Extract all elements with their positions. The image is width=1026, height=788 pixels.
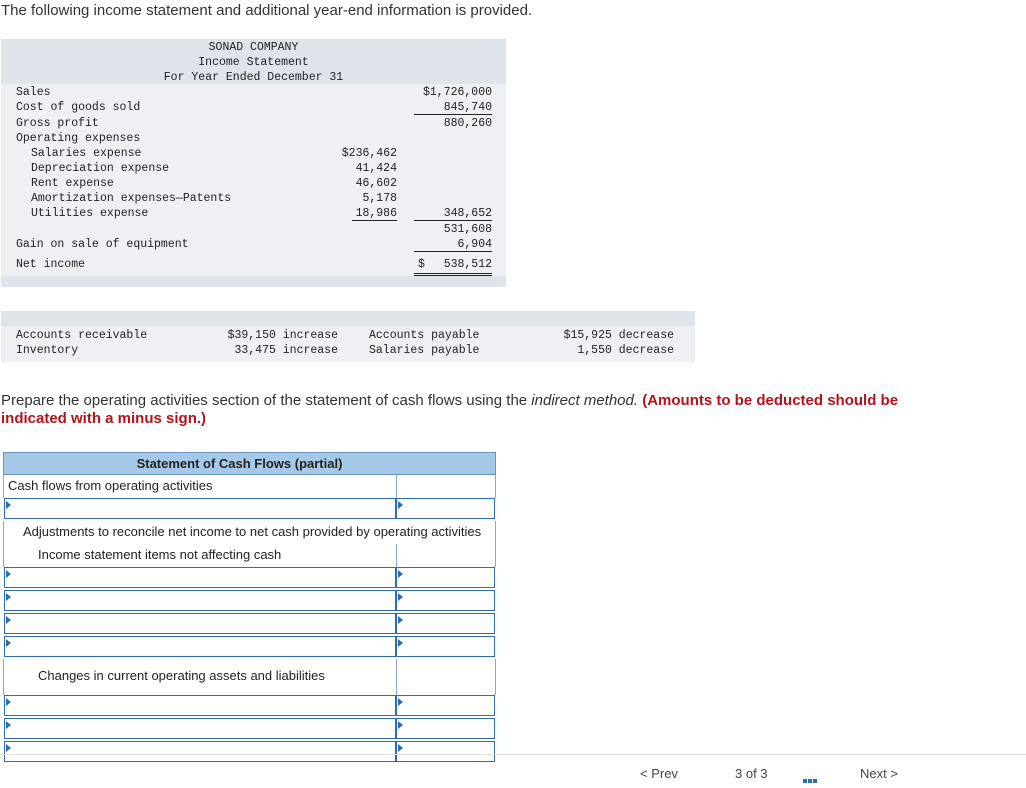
section-row bbox=[3, 475, 496, 498]
column-divider bbox=[396, 659, 397, 695]
dropdown-caret-icon bbox=[6, 698, 11, 706]
ap-label: Accounts payable bbox=[369, 329, 480, 342]
dropdown-caret-icon bbox=[398, 616, 403, 624]
sales-amount: $1,726,000 bbox=[422, 86, 492, 99]
expense-label: Amortization expenses—Patents bbox=[31, 192, 232, 205]
expense-label: Depreciation expense bbox=[31, 162, 170, 175]
dropdown-caret-icon bbox=[398, 744, 403, 752]
column-divider bbox=[396, 544, 397, 567]
description-input[interactable] bbox=[4, 636, 396, 657]
amount-input[interactable] bbox=[396, 613, 495, 634]
expense-amount: 46,602 bbox=[355, 177, 397, 190]
salaries-payable-value: 1,550 decrease bbox=[577, 344, 674, 357]
cogs-amount: 845,740 bbox=[414, 101, 492, 115]
description-input[interactable] bbox=[4, 613, 396, 634]
next-button[interactable]: Next > bbox=[860, 766, 898, 781]
description-input[interactable] bbox=[4, 590, 396, 611]
amount-input[interactable] bbox=[396, 741, 495, 762]
dropdown-caret-icon bbox=[398, 639, 403, 647]
footer-divider bbox=[0, 754, 1026, 755]
instructions-note: (Amounts to be deducted should be indicated with a minus sign.) bbox=[1, 392, 899, 427]
section-label: Cash flows from operating activities bbox=[8, 478, 213, 493]
cash-flow-table bbox=[3, 452, 496, 764]
net-income-amount: 538,512 bbox=[443, 258, 492, 271]
opex-label: Operating expenses bbox=[16, 132, 141, 145]
prev-button[interactable]: < Prev bbox=[640, 766, 678, 781]
input-row bbox=[3, 741, 496, 764]
description-input[interactable] bbox=[4, 695, 396, 716]
amount-input[interactable] bbox=[396, 718, 495, 739]
non-cash-row bbox=[3, 544, 496, 567]
input-row bbox=[3, 498, 496, 521]
changes-row bbox=[3, 659, 496, 695]
dropdown-caret-icon bbox=[6, 639, 11, 647]
expense-label: Utilities expense bbox=[31, 207, 149, 220]
instructions-text: Prepare the operating activities section of the statement of cash flows using the bbox=[1, 392, 532, 409]
input-row bbox=[3, 636, 496, 659]
gross-profit-amount: 880,260 bbox=[443, 117, 492, 130]
sales-label: Sales bbox=[16, 86, 51, 99]
inventory-label: Inventory bbox=[16, 344, 79, 357]
instructions bbox=[1, 392, 961, 428]
input-row bbox=[3, 590, 496, 613]
gain-label: Gain on sale of equipment bbox=[16, 238, 189, 251]
description-input[interactable] bbox=[4, 718, 396, 739]
net-income-label: Net income bbox=[16, 258, 86, 271]
changes-label: Changes in current operating assets and liabilities bbox=[38, 668, 325, 683]
expense-label: Rent expense bbox=[31, 177, 114, 190]
dropdown-caret-icon bbox=[6, 501, 11, 509]
amount-input[interactable] bbox=[396, 567, 495, 588]
dropdown-caret-icon bbox=[398, 698, 403, 706]
grid-icon[interactable] bbox=[803, 770, 819, 780]
amount-input[interactable] bbox=[396, 695, 495, 716]
non-cash-label: Income statement items not affecting cash bbox=[38, 547, 282, 562]
description-input[interactable] bbox=[4, 567, 396, 588]
adjustments-row bbox=[3, 521, 496, 544]
expense-amount: $236,462 bbox=[341, 147, 397, 160]
dropdown-caret-icon bbox=[398, 593, 403, 601]
dropdown-caret-icon bbox=[398, 501, 403, 509]
column-divider bbox=[396, 475, 397, 498]
inventory-value: 33,475 increase bbox=[234, 344, 338, 357]
dropdown-caret-icon bbox=[6, 721, 11, 729]
salaries-payable-label: Salaries payable bbox=[369, 344, 480, 357]
description-input[interactable] bbox=[4, 498, 396, 519]
intro-text: The following income statement and additional year-end information is provided. bbox=[1, 2, 533, 19]
input-row bbox=[3, 613, 496, 636]
additional-info-header bbox=[1, 311, 695, 326]
cogs-label: Cost of goods sold bbox=[16, 101, 141, 114]
company-name: SONAD COMPANY bbox=[208, 41, 299, 54]
description-input[interactable] bbox=[4, 741, 396, 762]
statement-title: Income Statement bbox=[198, 56, 309, 69]
dropdown-caret-icon bbox=[398, 570, 403, 578]
total-opex-amount: 348,652 bbox=[414, 207, 492, 221]
ar-value: $39,150 increase bbox=[227, 329, 338, 342]
dropdown-caret-icon bbox=[6, 616, 11, 624]
dropdown-caret-icon bbox=[398, 721, 403, 729]
page-indicator: 3 of 3 bbox=[735, 766, 768, 781]
amount-input[interactable] bbox=[396, 498, 495, 519]
dropdown-caret-icon bbox=[6, 593, 11, 601]
dropdown-caret-icon bbox=[6, 570, 11, 578]
expense-amount: 5,178 bbox=[362, 192, 397, 205]
income-statement-footer bbox=[1, 276, 506, 287]
cash-flow-title: Statement of Cash Flows (partial) bbox=[3, 452, 496, 475]
adjustments-label: Adjustments to reconcile net income to net cash provided by operating activities bbox=[23, 524, 482, 539]
expense-amount: 41,424 bbox=[355, 162, 397, 175]
subtotal-amount: 531,608 bbox=[443, 223, 492, 236]
input-row bbox=[3, 695, 496, 718]
amount-input[interactable] bbox=[396, 636, 495, 657]
expense-label: Salaries expense bbox=[31, 147, 142, 160]
ar-label: Accounts receivable bbox=[16, 329, 148, 342]
statement-period: For Year Ended December 31 bbox=[163, 71, 344, 84]
amount-input[interactable] bbox=[396, 590, 495, 611]
dropdown-caret-icon bbox=[6, 744, 11, 752]
gross-profit-label: Gross profit bbox=[16, 117, 99, 130]
net-income-dollar: $ bbox=[418, 258, 425, 271]
gain-amount: 6,904 bbox=[414, 238, 492, 252]
instructions-method: indirect method. bbox=[531, 392, 639, 409]
ap-value: $15,925 decrease bbox=[563, 329, 674, 342]
input-row bbox=[3, 567, 496, 590]
expense-amount: 18,986 bbox=[352, 207, 397, 221]
input-row bbox=[3, 718, 496, 741]
